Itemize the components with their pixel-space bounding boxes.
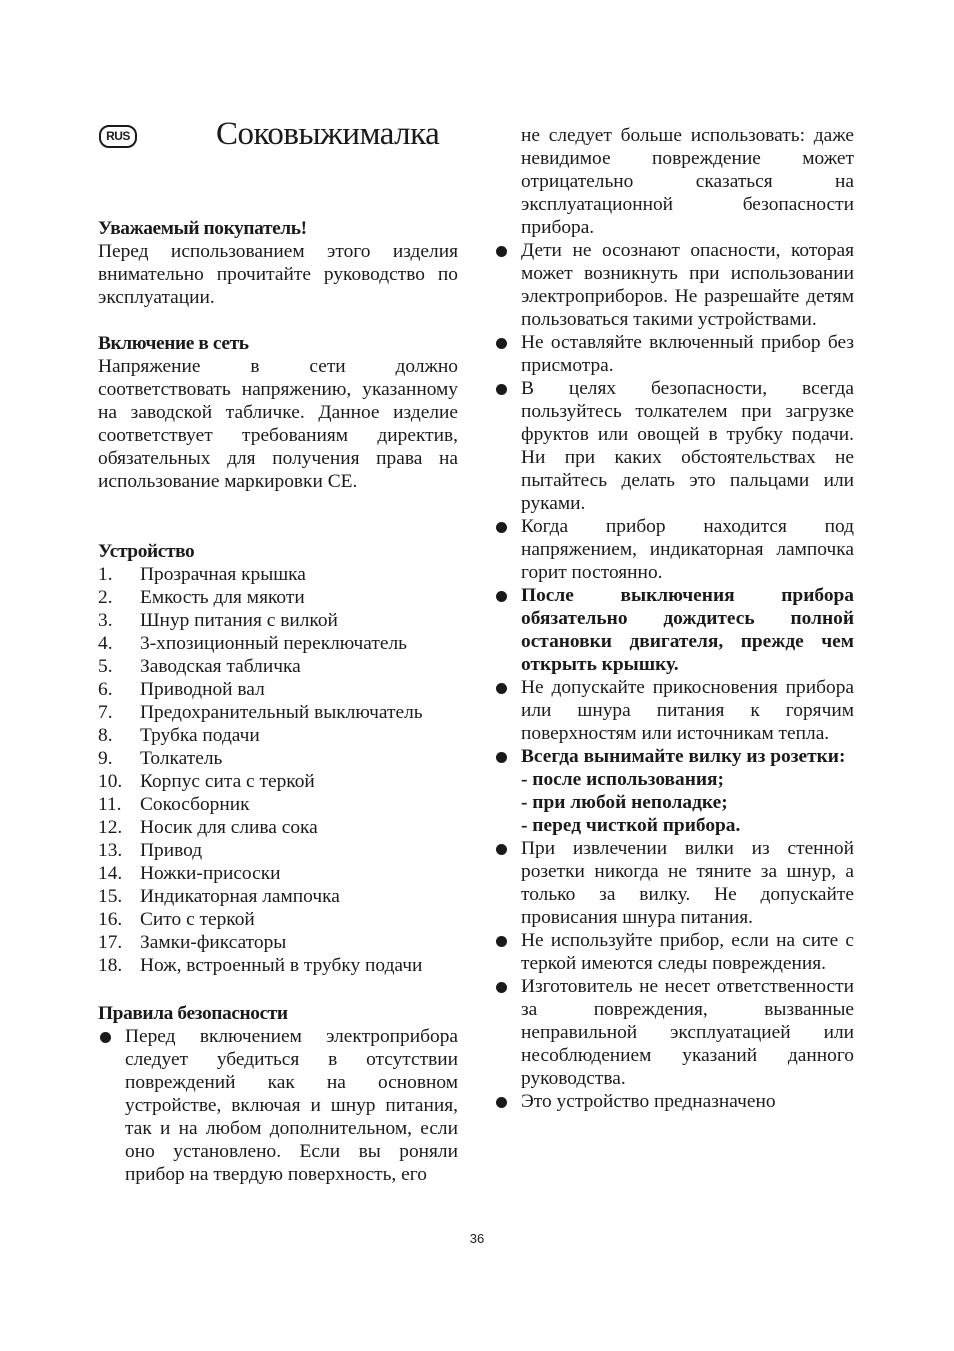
- language-badge: RUS: [99, 125, 137, 148]
- list-item: [494, 975, 854, 1090]
- item-number: 17.: [98, 932, 123, 953]
- list-item: [494, 676, 854, 745]
- item-text: Шнур питания с вилкой: [140, 610, 338, 631]
- list-item: [98, 609, 458, 632]
- bullet-icon: [496, 522, 507, 533]
- item-number: 7.: [98, 702, 113, 723]
- item-text: При извлечении вилки из стенной розетки никогда не тяните за шнур, а только за вилку. Не допускайте провисания шнура питания.: [521, 838, 854, 928]
- list-item: [98, 885, 458, 908]
- bullet-icon: [496, 1097, 507, 1108]
- list-item: [98, 839, 458, 862]
- item-number: 13.: [98, 840, 123, 861]
- page-number: 36: [469, 1231, 485, 1246]
- item-number: 16.: [98, 909, 123, 930]
- right-column: [494, 124, 854, 1113]
- item-text: Не оставляйте включенный прибор без присмотра.: [521, 332, 854, 376]
- item-text: Не используйте прибор, если на сите с теркой имеются следы повреждения.: [521, 930, 854, 974]
- item-number: 11.: [98, 794, 122, 815]
- item-text: Привод: [140, 840, 203, 861]
- bullet-icon: [496, 384, 507, 395]
- continued-text: не следует больше использовать: даже невидимое повреждение может отрицательно сказаться на эксплуатационной безопасности прибора.: [521, 125, 854, 238]
- list-item: [98, 586, 458, 609]
- bullet-icon: [496, 936, 507, 947]
- section-heading-device: Устройство: [98, 541, 195, 562]
- item-number: 5.: [98, 656, 113, 677]
- section-heading-greeting: Уважаемый покупатель!: [98, 218, 307, 239]
- list-item: [98, 931, 458, 954]
- item-text: Перед включением электроприбора следует убедиться в отсутствии повреждений как на основном устройстве, включая и шнур питания, так и на любом дополнительном, если оно установлено. Если вы роняли прибор на твердую поверхность, его: [125, 1026, 458, 1185]
- list-item: [98, 793, 458, 816]
- list-item: [98, 724, 458, 747]
- list-item: [98, 701, 458, 724]
- item-text: Корпус сита с теркой: [140, 771, 315, 792]
- item-number: 1.: [98, 564, 113, 585]
- item-text: Трубка подачи: [140, 725, 260, 746]
- item-text: Это устройство предназначено: [521, 1091, 776, 1112]
- item-number: 6.: [98, 679, 113, 700]
- power-text: Напряжение в сети должно соответствовать напряжению, указанному на заводской табличке. Данное изделие соответствует требованиям директив, обязательных для получения права на использование маркировки CE.: [98, 356, 458, 492]
- list-item: [494, 331, 854, 377]
- section-safety: [98, 1002, 458, 1186]
- item-text: Нож, встроенный в трубку подачи: [140, 955, 423, 976]
- sub-item: - после использования;: [521, 769, 724, 790]
- list-item: [98, 862, 458, 885]
- item-number: 8.: [98, 725, 113, 746]
- item-number: 14.: [98, 863, 123, 884]
- section-greeting: [98, 217, 458, 309]
- item-text: Дети не осознают опасности, которая может возникнуть при использовании электроприборов. Не разрешайте детям пользоваться такими устройствами.: [521, 240, 854, 330]
- item-number: 12.: [98, 817, 123, 838]
- list-item: [98, 816, 458, 839]
- item-number: 10.: [98, 771, 123, 792]
- item-text: Ножки-присоски: [140, 863, 281, 884]
- item-text: Всегда вынимайте вилку из розетки:: [521, 746, 846, 767]
- item-text: Когда прибор находится под напряжением, индикаторная лампочка горит постоянно.: [521, 516, 854, 583]
- item-number: 2.: [98, 587, 113, 608]
- section-device: [98, 540, 458, 977]
- list-item: [98, 747, 458, 770]
- bullet-icon: [496, 844, 507, 855]
- bullet-icon: [496, 752, 507, 763]
- bullet-icon: [496, 246, 507, 257]
- item-text: Носик для слива сока: [140, 817, 318, 838]
- section-heading-safety: Правила безопасности: [98, 1003, 288, 1024]
- item-text: Не допускайте прикосновения прибора или шнура питания к горячим поверхностям или источникам тепла.: [521, 677, 854, 744]
- item-number: 9.: [98, 748, 113, 769]
- item-text: Предохранительный выключатель: [140, 702, 423, 723]
- list-item: [494, 1090, 854, 1113]
- item-text: Замки-фиксаторы: [140, 932, 287, 953]
- list-item: [98, 678, 458, 701]
- parts-list: [98, 563, 458, 977]
- item-number: 18.: [98, 955, 123, 976]
- item-number: 4.: [98, 633, 113, 654]
- list-item: [98, 632, 458, 655]
- list-item: [98, 655, 458, 678]
- list-item: [494, 584, 854, 676]
- item-text: Прозрачная крышка: [140, 564, 306, 585]
- bullet-icon: [496, 338, 507, 349]
- list-item: [494, 745, 854, 837]
- section-power: [98, 332, 458, 493]
- bullet-icon: [100, 1032, 111, 1043]
- item-text: В целях безопасности, всегда пользуйтесь толкателем при загрузке фруктов или овощей в трубку подачи. Ни при каких обстоятельствах не пытайтесь делать это пальцами или руками.: [521, 378, 854, 514]
- list-item: [494, 929, 854, 975]
- item-text: Индикаторная лампочка: [140, 886, 340, 907]
- item-text: После выключения прибора обязательно дождитесь полной остановки двигателя, прежде чем открыть крышку.: [521, 585, 854, 675]
- item-text: Изготовитель не несет ответственности за повреждения, вызванные неправильной эксплуатацией или несоблюдением указаний данного руководства.: [521, 976, 854, 1089]
- list-item: [98, 954, 458, 977]
- item-number: 15.: [98, 886, 123, 907]
- safety-list-continued: [494, 239, 854, 1113]
- list-item: [98, 563, 458, 586]
- sub-item: - при любой неполадке;: [521, 792, 728, 813]
- item-text: Сито с теркой: [140, 909, 255, 930]
- item-text: Сокосборник: [140, 794, 250, 815]
- page-title: Соковыжималка: [216, 116, 440, 152]
- list-item: [494, 239, 854, 331]
- list-item: [98, 1025, 458, 1186]
- sub-item: - перед чисткой прибора.: [521, 815, 741, 836]
- item-text: Заводская табличка: [140, 656, 301, 677]
- bullet-icon: [496, 683, 507, 694]
- list-item: [98, 908, 458, 931]
- greeting-text: Перед использованием этого изделия внимательно прочитайте руководство по эксплуатации.: [98, 241, 458, 308]
- list-item: [494, 515, 854, 584]
- bullet-icon: [496, 591, 507, 602]
- item-number: 3.: [98, 610, 113, 631]
- safety-list: [98, 1025, 458, 1186]
- section-heading-power: Включение в сеть: [98, 333, 249, 354]
- list-item: [494, 837, 854, 929]
- list-item: [494, 377, 854, 515]
- item-text: Толкатель: [140, 748, 223, 769]
- item-text: 3-хпозиционный переключатель: [140, 633, 407, 654]
- bullet-icon: [496, 982, 507, 993]
- item-text: Емкость для мякоти: [140, 587, 305, 608]
- item-text: Приводной вал: [140, 679, 265, 700]
- list-item: [98, 770, 458, 793]
